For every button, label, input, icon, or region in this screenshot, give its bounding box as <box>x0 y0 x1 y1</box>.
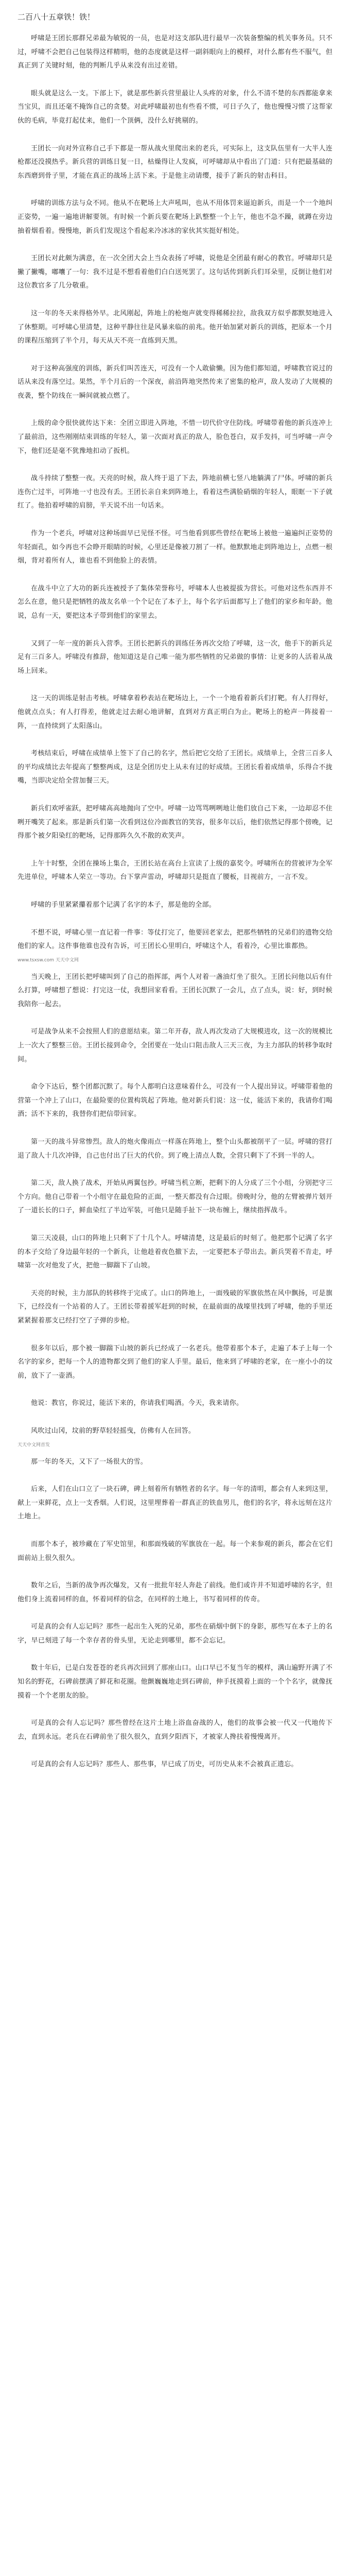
site-watermark: www.tsxsw.com 天天中文网 <box>18 957 79 963</box>
paragraph: 新兵们欢呼雀跃，把呼啸高高地抛向了空中。呼啸一边骂骂咧咧地让他们放自己下来，一边却忍不住咧开嘴笑了起来。那是新兵们第一次看到这位冷面教官的笑容，很多年以后，他们依然记得那个傍晚，记得那个被夕阳染红的靶场，记得那阵久久不散的欢笑声。 <box>18 804 332 840</box>
paragraph: 呼啸是王团长那群兄弟最为敏锐的一员，也是对这支部队进行最早一次装备整编的机关事务员。只不过，呼啸不会把自己包装得这样精明，他的态度就是这样一副斜眼向上的模样，对什么都有些不服气，但真正到了关键时刻，他的判断几乎从来没有出过差错。 <box>18 35 332 70</box>
paragraph: 这一天的训练是射击考核。呼啸拿着秒表站在靶场边上，一个一个地看着新兵们打靶。有人打得好，他就点点头；有人打得差，他就走过去耐心地讲解，直到对方真正明白为止。靶场上的枪声一阵接着一阵，一直持续到了太阳落山。 <box>18 694 332 730</box>
paragraph: 王团长一向对外宣称自己手下都是一帮从战火里爬出来的老兵，可实际上，这支队伍里有一大半人连枪都还没摸热乎。新兵营的训练日复一日，枯燥得让人发疯，可呼啸却从中看出了门道：只有把最基础的东西磨到骨子里，才能在真正的战场上活下来。于是他主动请缨，接手了新兵的射击科目。 <box>18 144 332 180</box>
paragraph: 第二天，敌人换了战术，开始从两翼包抄。呼啸当机立断，把剩下的人分成了三个小组，分别把守三个方向。他自己带着一个小组守在最危险的正面，一整天都没有合过眼。傍晚时分，他的左臂被弹片划开了一道长长的口子，鲜血染红了半边军装，可他只是随手扯下一块布缠上，继续指挥战斗。 <box>18 1179 332 1215</box>
paragraph: 王团长对此颇为满意，在一次全团大会上当众表扬了呼啸，说他是全团最有耐心的教官。呼啸却只是撇了撇嘴，嘟囔了一句：我不过是不想看着他们白白送死罢了。这句话传到新兵们耳朵里，反倒让他们对这位教官多了几分敬重。 <box>18 255 332 290</box>
paragraph: 上午十时整，全团在操场上集合，王团长站在高台上宣读了上级的嘉奖令。呼啸所在的营被评为全军先进单位，呼啸本人荣立一等功。台下掌声雷动，呼啸却只是挺直了腰板，目视前方，一言不发。 <box>18 859 332 882</box>
paragraph: 不想不说，呼啸心里一直记着一件事：等仗打完了，他要回老家去，把那些牺牲的兄弟们的遗物交给他们的家人。这件事他谁也没有告诉，可王团长心里明白，呼啸这个人，看着冷，心里比谁都热。 <box>18 928 332 951</box>
paragraph: 在战斗中立了大功的新兵连被授予了集体荣誉称号，呼啸本人也被提拔为营长。可他对这些东西并不怎么在意，他只是把牺牲的战友名单一个个记在了本子上，每个名字后面都写上了他们的家乡和年龄。他说，总有一天，要把这本子带到他们的家里去。 <box>18 584 332 620</box>
chapter-title: 二百八十五章铁！铁！ <box>18 12 95 22</box>
paragraph: 他说：教官，你说过，能活下来的，你请我们喝酒。今天，我来请你。 <box>31 1399 243 1408</box>
paragraph: 当天晚上，王团长把呼啸叫到了自己的指挥部，两个人对着一盏油灯坐了很久。王团长问他以后有什么打算，呼啸想了想说：打完这一仗，我想回家看看。王团长沉默了一会儿，点了点头，说：好，到时候我陪你一起去。 <box>18 973 332 1008</box>
paragraph: 这一年的冬天来得格外早。北风刚起，阵地上的枪炮声就变得稀稀拉拉，敌我双方似乎都默契地进入了休整期。可呼啸心里清楚，这种平静往往是风暴来临的前兆。他开始加紧对新兵的训练，把原本一个月的课程压缩到了半个月，每天从天不亮一直练到天黑。 <box>18 309 332 345</box>
article-body <box>18 32 332 1772</box>
paragraph: 可是真的会有人忘记吗？那些人、那些事，早已成了历史，可历史从来不会被真正遗忘。 <box>31 1760 298 1769</box>
paragraph: 天亮的时候，主力部队的转移终于完成了。山口的阵地上，一面残破的军旗依然在风中飘扬，可是旗下，已经没有一个站着的人了。王团长带着援军赶到的时候，在最前面的战壕里找到了呼啸，他的手里还紧紧握着那支已经打空了子弹的步枪。 <box>18 1289 332 1325</box>
paragraph: 上级的命令很快就传达下来：全团立即进入阵地，不惜一切代价守住防线。呼啸带着他的新兵连冲上了最前沿，这些刚刚结束训练的年轻人，第一次面对真正的敌人，脸色苍白，双手发抖，可当呼啸一声令下，他们还是毫不犹豫地扣动了扳机。 <box>18 419 332 455</box>
paragraph: 后来，人们在山口立了一块石碑，碑上刻着所有牺牲者的名字。每一年的清明，都会有人来到这里，献上一束鲜花，点上一支香烟。人们说，这里埋葬着一群真正的铁血男儿，他们的名字，将永远刻在这片土地上。 <box>18 1485 332 1521</box>
paragraph: 可是真的会有人忘记吗？那些一起出生入死的兄弟，那些在硝烟中倒下的身影，那些写在本子上的名字，早已刻进了每一个幸存者的骨头里，无论走到哪里，都不会忘记。 <box>18 1623 332 1645</box>
paragraph: 战斗持续了整整一夜。天亮的时候，敌人终于退了下去，阵地前横七竖八地躺满了尸体。呼啸的新兵连伤亡过半，可阵地一寸也没有丢。王团长亲自来到阵地上，看着这些满脸硝烟的年轻人，眼眶一下子就红了。他拍着呼啸的肩膀，半天说不出一句话来。 <box>18 474 332 510</box>
paragraph: 对于这种高强度的训练，新兵们叫苦连天，可没有一个人敢偷懒。因为他们都知道，呼啸教官说过的话从来没有落空过。果然，半个月后的一个深夜，前沿阵地突然传来了密集的枪声，敌人发动了大规模的夜袭，整个防线在一瞬间就被点燃了。 <box>18 364 332 400</box>
paragraph: 可是战争从来不会按照人们的意愿结束。第二年开春，敌人再次发动了大规模进攻，这一次的规模比上一次大了整整三倍。王团长接到命令，全团要在一处山口阻击敌人三天三夜，为主力部队的转移争取时间。 <box>18 1028 332 1063</box>
paragraph: 那一年的冬天，又下了一场很大的雪。 <box>31 1458 148 1466</box>
paragraph: 第三天凌晨，山口的阵地上只剩下了十几个人。呼啸清楚，这是最后的时刻了。他把那个记满了名字的本子交给了身边最年轻的一个新兵，让他趁着夜色撤下去，一定要把本子带出去。新兵哭着不肯走，呼啸第一次对他发了火，把他一脚踹下了山坡。 <box>18 1234 332 1270</box>
paragraph: 可是真的会有人忘记吗？那些曾经在这片土地上浴血奋战的人，他们的故事会被一代又一代地传下去，直到永远。老兵在石碑前坐了很久很久，直到夕阳西下，才被家人搀扶着慢慢离开。 <box>18 1719 332 1741</box>
paragraph: 呼啸的手里紧紧攥着那个记满了名字的本子，那是他的全部。 <box>31 901 216 909</box>
paragraph: 很多年以后，那个被一脚踹下山坡的新兵已经成了一名老兵。他带着那个本子，走遍了本子上每一个名字的家乡，把每一个人的遗物都交到了他们的家人手里。最后，他来到了呼啸的老家，在一座小小的坟前，放下了一壶酒。 <box>18 1344 332 1380</box>
paragraph: 命令下达后，整个团都沉默了。每个人都明白这意味着什么，可没有一个人提出异议。呼啸带着他的营第一个冲上了山口，在最险要的位置构筑起了阵地。他对新兵们说：这一仗，能活下来的，我请你们喝酒；活不下来的，我替你们把信带回家。 <box>18 1083 332 1118</box>
paragraph: 呼啸的训练方法与众不同。他从不在靶场上大声吼叫，也从不用体罚来逼迫新兵，而是一个一个地纠正姿势，一遍一遍地讲解要领。有时候一个新兵要在靶场上趴整整一个上午，他也不急不躁，就蹲在旁边抽着烟看着。慢慢地，新兵们发现这个看起来冷冰冰的家伙其实挺好相处。 <box>18 199 332 235</box>
paragraph: 数十年后，已是白发苍苍的老兵再次回到了那座山口。山口早已不复当年的模样，满山遍野开满了不知名的野花，石碑前摆满了鲜花和花圈。他颤巍巍地走到石碑前，伸手抚摸着上面的一个个名字，就像抚摸着一个个老朋友的脸。 <box>18 1664 332 1700</box>
paragraph: 第一天的战斗异常惨烈。敌人的炮火像雨点一样落在阵地上，整个山头都被削平了一层。呼啸的营打退了敌人十几次冲锋，自己也付出了巨大的代价。到了晚上清点人数，全营只剩下了不到一半的人。 <box>18 1138 332 1160</box>
site-watermark: 天天中文网首发 <box>18 1442 50 1448</box>
paragraph: 考核结束后，呼啸在成绩单上签下了自己的名字，然后把它交给了王团长。成绩单上，全营三百多人的平均成绩比去年提高了整整两成，这是全团历史上从未有过的好成绩。王团长看着成绩单，乐得合不拢嘴，当即决定给全营加餐三天。 <box>18 750 332 785</box>
paragraph: 作为一个老兵，呼啸对这种场面早已见怪不怪。可当他看到那些曾经在靶场上被他一遍遍纠正姿势的年轻面孔，如今再也不会睁开眼睛的时候，心里还是像被刀割了一样。他默默地走到阵地边上，点燃一根烟，背对着所有人，谁也看不到他脸上的表情。 <box>18 530 332 565</box>
paragraph: 而那个本子，被珍藏在了军史馆里，和那面残破的军旗放在一起。每一个来参观的新兵，都会在它们面前站上很久很久。 <box>18 1540 332 1562</box>
paragraph: 又到了一年一度的新兵入营季。王团长把新兵的训练任务再次交给了呼啸，这一次，他手下的新兵足足有三百多人。呼啸没有推辞，他知道这是自己唯一能为那些牺牲的兄弟做的事情：让更多的人活着从战场上回来。 <box>18 639 332 675</box>
paragraph: 眼头就是这么一支。下部上下，就是那些新兵营里最让人头疼的对象，什么不清不楚的东西都能拿来当宝贝，而且还毫不掩饰自己的贪婪。对此呼啸最初也有些看不惯，可日子久了，他也慢慢习惯了这帮家伙的毛病，毕竟打起仗来，他们一个顶俩，没什么好挑剔的。 <box>18 89 332 125</box>
paragraph: 数年之后，当新的战争再次爆发，又有一批批年轻人奔赴了前线。他们或许并不知道呼啸的名字，但他们身上流着同样的血，怀着同样的信念，在同样的土地上，书写着同样的传奇。 <box>18 1582 332 1603</box>
paragraph: 风吹过山冈，坟前的野草轻轻摇曳，仿佛有人在回答。 <box>31 1427 196 1435</box>
